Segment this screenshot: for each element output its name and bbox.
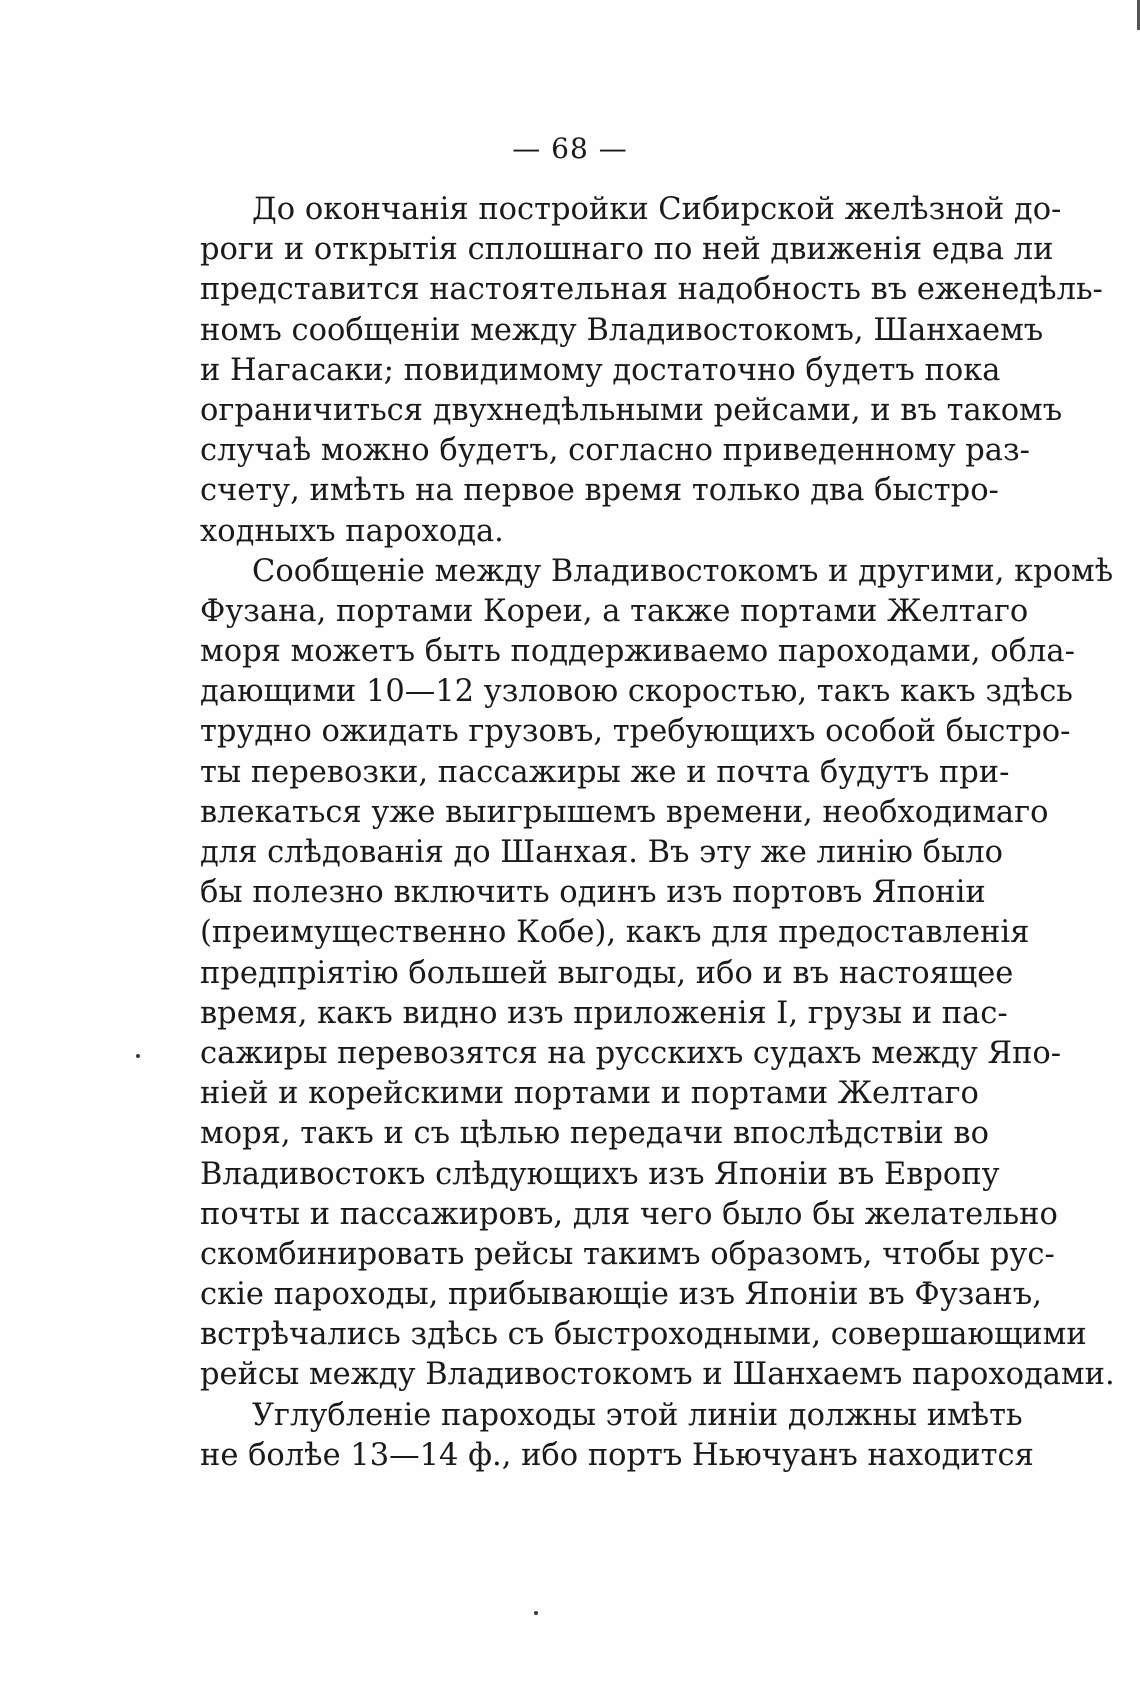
text-line: случаѣ можно будетъ, согласно приведенному раз-: [200, 433, 1030, 469]
text-line: не болѣе 13—14 ф., ибо портъ Ньючуанъ находится: [200, 1437, 1034, 1473]
text-line: сажиры перевозятся на русскихъ судахъ между Япо-: [200, 1035, 1062, 1071]
text-line: ходныхъ парохода.: [200, 513, 504, 549]
text-line: Углубленіе пароходы этой линіи должны имѣть: [252, 1397, 1023, 1433]
text-line: Сообщеніе между Владивостокомъ и другими, кромѣ: [252, 553, 1114, 589]
body-text: [200, 190, 1115, 1476]
text-line: (преимущественно Кобе), какъ для предоставленія: [200, 915, 1030, 951]
text-line: роги и открытія сплошнаго по ней движенія едва ли: [200, 232, 1054, 268]
scan-speck: [534, 1611, 538, 1615]
scan-speck: [136, 1054, 140, 1058]
text-line: для слѣдованія до Шанхая. Въ эту же линію было: [200, 835, 1003, 870]
text-line: моря, такъ и съ цѣлью передачи впослѣдствіи во: [200, 1116, 989, 1152]
page-number: — 68 —: [512, 132, 628, 165]
text-line: скіе пароходы, прибывающіе изъ Японіи въ Фузанъ,: [200, 1277, 1042, 1313]
text-line: счету, имѣть на первое время только два быстро-: [200, 473, 999, 509]
text-line: трудно ожидать грузовъ, требующихъ особой быстро-: [200, 714, 1071, 750]
text-line: До окончанія постройки Сибирской желѣзной до-: [252, 192, 1062, 227]
text-line: Фузана, портами Кореи, а также портами Желтаго: [200, 593, 1029, 629]
text-line: ограничиться двухнедѣльными рейсами, и въ такомъ: [200, 392, 1063, 428]
text-line: моря можетъ быть поддерживаемо пароходами, обла-: [200, 634, 1075, 670]
text-line: рейсы между Владивостокомъ и Шанхаемъ пароходами.: [200, 1357, 1115, 1393]
text-line: номъ сообщеніи между Владивостокомъ, Шанхаемъ: [200, 312, 1044, 348]
text-line: Владивостокъ слѣдующихъ изъ Японіи въ Европу: [200, 1156, 1000, 1192]
text-line: почты и пассажировъ, для чего было бы желательно: [200, 1196, 1058, 1232]
text-line: ніей и корейскими портами и портами Желтаго: [200, 1076, 979, 1112]
text-line: влекаться уже выигрышемъ времени, необходимаго: [200, 794, 1049, 830]
text-line: предпріятію большей выгоды, ибо и въ настоящее: [200, 955, 1014, 991]
text-line: время, какъ видно изъ приложенія I, грузы и пас-: [200, 995, 1008, 1031]
text-line: и Нагасаки; повидимому достаточно будетъ пока: [200, 352, 1001, 388]
text-line: представится настоятельная надобность въ еженедѣль-: [200, 272, 1103, 308]
text-line: дающими 10—12 узловою скоростью, такъ какъ здѣсь: [200, 674, 1073, 710]
text-line: бы полезно включить одинъ изъ портовъ Японіи: [200, 875, 986, 911]
text-line: встрѣчались здѣсь съ быстроходными, совершающими: [200, 1317, 1087, 1353]
text-line: скомбинировать рейсы такимъ образомъ, чтобы рус-: [200, 1236, 1055, 1272]
text-line: ты перевозки, пассажиры же и почта будутъ при-: [200, 754, 1010, 790]
